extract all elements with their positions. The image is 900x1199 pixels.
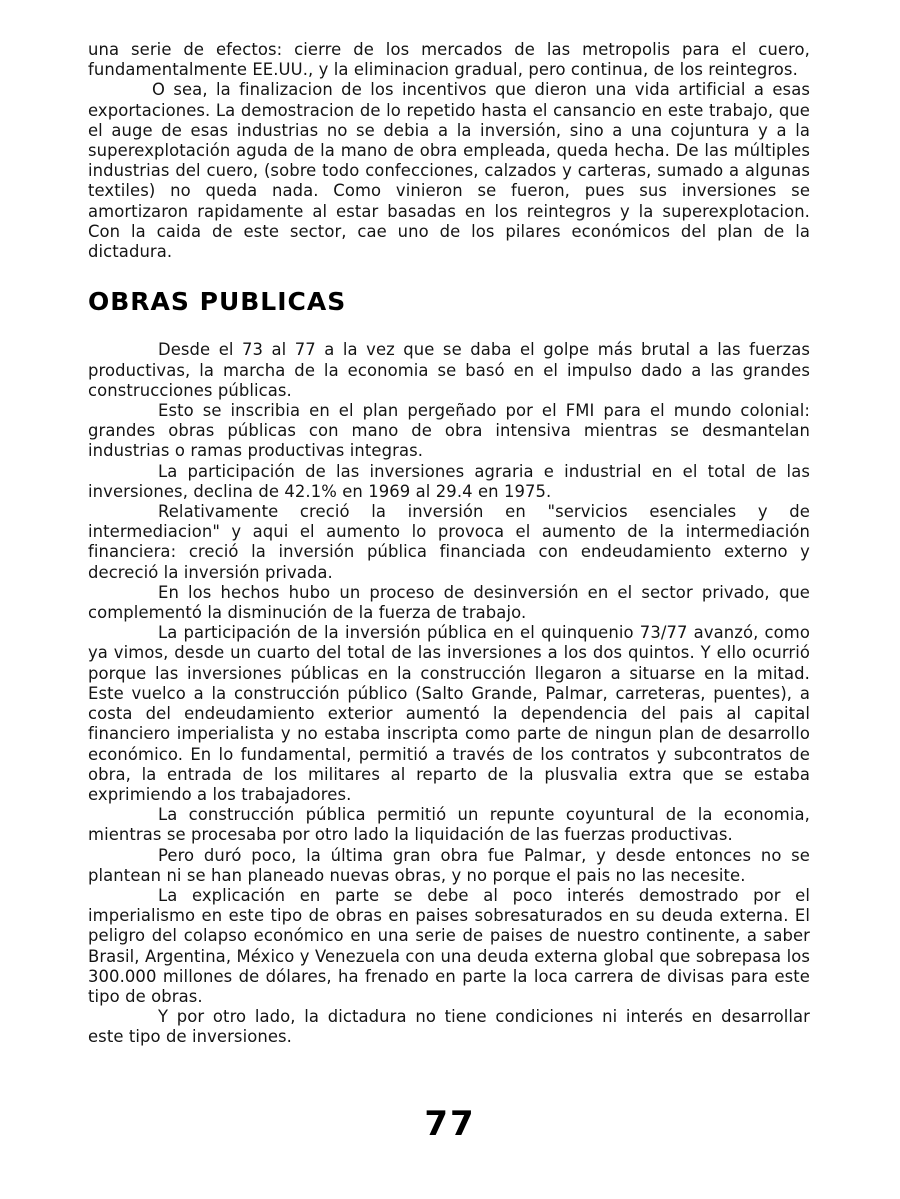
paragraph: Esto se inscribia en el plan pergeñado por el FMI para el mundo colonial: grandes obras públicas con mano de obra intensiva mientras se desmantelan industrias o ramas productivas integras. <box>88 401 810 461</box>
paragraph: La explicación en parte se debe al poco interés demostrado por el imperialismo en este tipo de obras en paises sobresaturados en su deuda externa. El peligro del colapso económico en una serie de paises de nuestro continente, a saber Brasil, Argentina, México y Venezuela con una deuda externa global que sobrepasa los 300.000 millones de dólares, ha frenado en parte la loca carrera de divisas para este tipo de obras. <box>88 885 810 1006</box>
paragraph: La construcción pública permitió un repunte coyuntural de la economia, mientras se procesaba por otro lado la liquidación de las fuerzas productivas. <box>88 805 810 845</box>
section-heading: OBRAS PUBLICAS <box>88 287 347 317</box>
document-page <box>88 40 810 1048</box>
section-body <box>88 340 810 1047</box>
paragraph: Desde el 73 al 77 a la vez que se daba el golpe más brutal a las fuerzas productivas, la marcha de la economia se basó en el impulso dado a las grandes construcciones públicas. <box>88 340 810 400</box>
paragraph: Y por otro lado, la dictadura no tiene condiciones ni interés en desarrollar este tipo de inversiones. <box>88 1007 810 1047</box>
paragraph: En los hechos hubo un proceso de desinversión en el sector privado, que complementó la disminución de la fuerza de trabajo. <box>88 582 810 623</box>
paragraph: Relativamente creció la inversión en "servicios esenciales y de intermediacion" y aqui el aumento lo provoca el aumento de la intermediación financiera: creció la inversión pública financiada con endeudamiento externo y decreció la inversión privada. <box>88 502 810 582</box>
paragraph: La participación de las inversiones agraria e industrial en el total de las inversiones, declina de 42.1% en 1969 al 29.4 en 1975. <box>88 461 810 501</box>
paragraph: Pero duró poco, la última gran obra fue Palmar, y desde entonces no se plantean ni se han planeado nuevas obras, y no porque el pais no las necesite. <box>88 845 810 885</box>
paragraph: O sea, la finalizacion de los incentivos que dieron una vida artificial a esas exportaciones. La demostracion de lo repetido hasta el cansancio en este trabajo, que el auge de esas industrias no se debia a la inversión, sino a una cojuntura y a la superexplotación aguda de la mano de obra empleada, queda hecha. De las múltiples industrias del cuero, (sobre todo confecciones, calzados y carteras, sumado a algunas textiles) no queda nada. Como vinieron se fueron, pues sus inversiones se amortizaron rapidamente al estar basadas en los reintegros y la superexplotacion. Con la caida de este sector, cae uno de los pilares económicos del plan de la dictadura. <box>88 80 810 262</box>
page-number: 77 <box>424 1104 476 1144</box>
paragraph-continued: una serie de efectos: cierre de los mercados de las metropolis para el cuero, fundamentalmente EE.UU., y la eliminacion gradual, pero continua, de los reintegros. <box>88 40 810 80</box>
paragraph: La participación de la inversión pública en el quinquenio 73/77 avanzó, como ya vimos, desde un cuarto del total de las inversiones a los dos quintos. Y ello ocurrió porque las inversiones públicas en la construcción llegaron a situarse en la mitad. Este vuelco a la construcción público (Salto Grande, Palmar, carreteras, puentes), a costa del endeudamiento exterior aumentó la dependencia del pais al capital financiero imperialista y no estaba inscripta como parte de ningun plan de desarrollo económico. En lo fundamental, permitió a través de los contratos y subcontratos de obra, la entrada de los militares al reparto de la plusvalia extra que se estaba exprimiendo a los trabajadores. <box>88 623 810 804</box>
